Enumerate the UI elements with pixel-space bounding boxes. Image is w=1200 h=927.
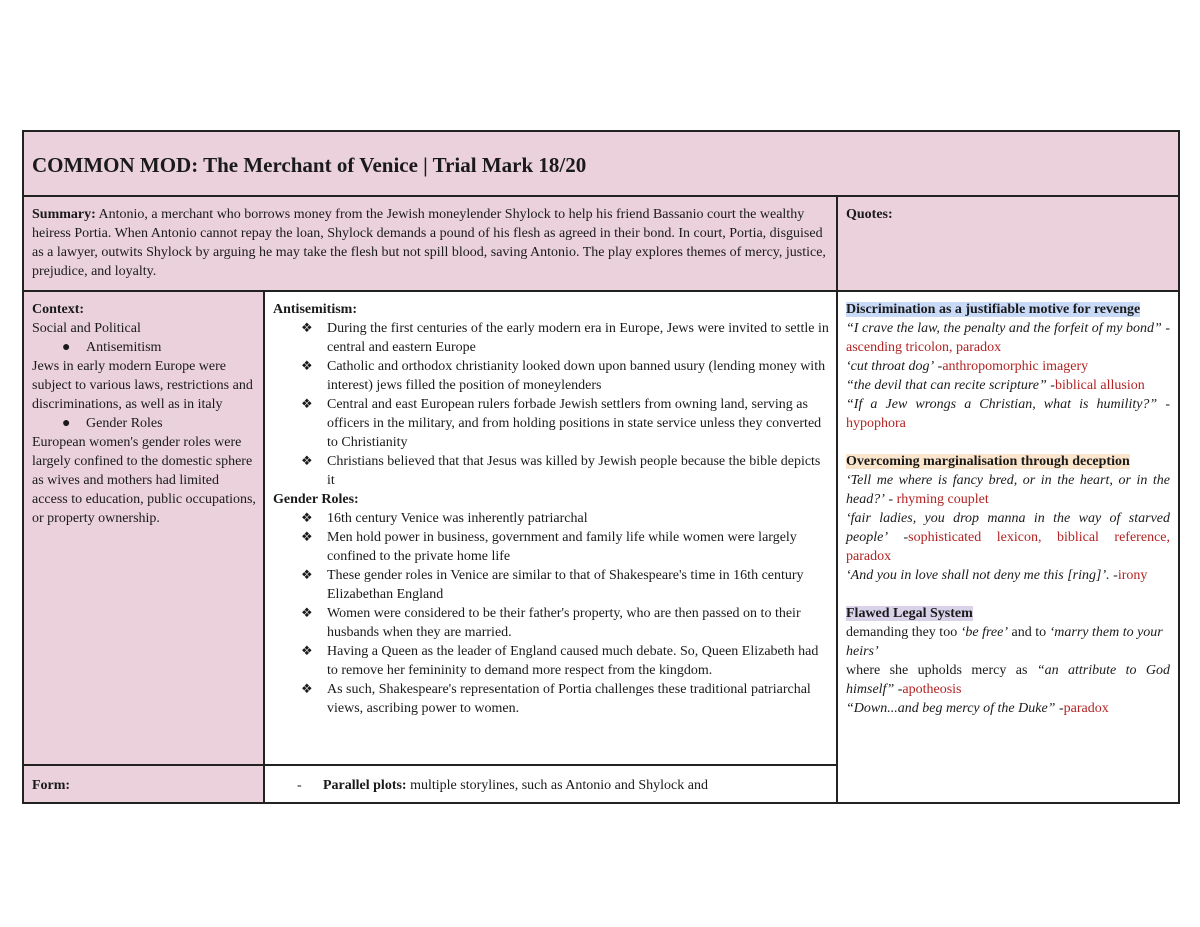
quote-text: “an attribute to God himself”	[846, 663, 1170, 697]
quote-separator: -	[1161, 321, 1170, 336]
context-item-text: European women's gender roles were largely confined to the domestic sphere as wives and mothers had limited access to education, public occupations, or property ownership.	[32, 435, 256, 526]
diamond-bullet-icon: ❖	[301, 568, 313, 583]
technique-label: sophisticated lexicon, biblical reference, paradox	[846, 530, 1170, 564]
list-item	[273, 680, 830, 718]
context-item-heading: Gender Roles	[86, 416, 163, 431]
page-title: COMMON MOD: The Merchant of Venice | Trial Mark 18/20	[32, 153, 587, 177]
list-item	[273, 566, 830, 604]
diamond-bullet-icon: ❖	[301, 321, 313, 336]
list-item	[273, 319, 830, 357]
notes-table	[22, 130, 1180, 804]
list-item	[32, 338, 257, 357]
quote-entry	[846, 319, 1170, 357]
gender-heading: Gender Roles:	[273, 492, 359, 507]
quote-entry	[846, 661, 1170, 699]
quote-text: ‘be free’	[960, 625, 1008, 640]
quote-text: ‘fair ladies, you drop manna in the way of starved people’	[846, 511, 1170, 545]
list-item	[32, 414, 257, 433]
quote-text: “If a Jew wrongs a Christian, what is humility?”	[846, 397, 1158, 412]
quote-separator: -	[934, 359, 943, 374]
quote-lead-text: demanding they too	[846, 625, 961, 640]
list-item	[273, 642, 830, 680]
form-cell	[24, 766, 263, 802]
quote-entry	[846, 509, 1170, 566]
technique-label: irony	[1117, 568, 1148, 583]
diamond-bullet-icon: ❖	[301, 530, 313, 545]
summary-text: Antonio, a merchant who borrows money from the Jewish moneylender Shylock to help his friend Bassanio court the wealthy heiress Portia. When Antonio cannot repay the loan, Shylock demands a pound of his flesh as agreed in their bond. In court, Portia, disguised as a lawyer, outwits Shylock by arguing he may take the flesh but not spill blood, saving Antonio. The play explores themes of mercy, justice, prejudice, and loyalty.	[32, 207, 826, 279]
quote-text: ‘cut throat dog’	[846, 359, 935, 374]
summary-paragraph	[32, 205, 828, 281]
technique-label: paradox	[1063, 701, 1109, 716]
context-cell	[24, 292, 263, 764]
technique-label: ascending tricolon, paradox	[846, 340, 1002, 355]
quote-entry	[846, 357, 1170, 376]
quotes-header-cell	[838, 197, 1178, 290]
quote-text: “I crave the law, the penalty and the forfeit of my bond”	[846, 321, 1162, 336]
diamond-bullet-icon: ❖	[301, 682, 313, 697]
diamond-bullet-icon: ❖	[301, 454, 313, 469]
list-item-text: Women were considered to be their father's property, who are then passed on to their husbands when they are married.	[327, 606, 801, 640]
form-text: multiple storylines, such as Antonio and Shylock and	[406, 778, 708, 793]
quote-separator: -	[894, 682, 903, 697]
spacer	[846, 585, 1170, 604]
quote-text: “Down...and beg mercy of the Duke”	[846, 701, 1056, 716]
list-item-text: These gender roles in Venice are similar to that of Shakespeare's time in 16th century Elizabethan England	[327, 568, 804, 602]
parallel-plots-cell	[265, 766, 836, 802]
quote-entry	[846, 471, 1170, 509]
quote-separator: -	[884, 492, 897, 507]
list-item-text: Central and east European rulers forbade Jewish settlers from owning land, serving as officers in the military, and from holding positions in state service unless they converted to Christianity	[327, 397, 822, 450]
quote-section-heading: Overcoming marginalisation through deception	[846, 454, 1130, 469]
title-cell	[24, 132, 1178, 195]
diamond-bullet-icon: ❖	[301, 359, 313, 374]
quotes-cell	[838, 292, 1178, 802]
technique-label: hypophora	[846, 416, 906, 431]
quote-section-heading: Discrimination as a justifiable motive for revenge	[846, 302, 1141, 317]
quote-separator: -	[1046, 378, 1055, 393]
context-label: Context:	[32, 302, 85, 317]
diamond-bullet-icon: ❖	[301, 397, 313, 412]
list-item-text: Men hold power in business, government and family life while women were largely confined to the private home life	[327, 530, 797, 564]
context-subheading: Social and Political	[32, 321, 141, 336]
list-item	[273, 395, 830, 452]
list-item-text: During the first centuries of the early modern era in Europe, Jews were invited to settle in central and eastern Europe	[327, 321, 829, 355]
bullet-icon: ●	[62, 416, 71, 431]
quote-separator: -	[1157, 397, 1170, 412]
spacer	[846, 433, 1170, 452]
context-item-text: Jews in early modern Europe were subject to various laws, restrictions and discriminations, as well as in italy	[32, 359, 253, 412]
list-item-text: Christians believed that that Jesus was killed by Jewish people because the bible depicts it	[327, 454, 821, 488]
quote-section-heading: Flawed Legal System	[846, 606, 973, 621]
quote-text: ‘marry them to your heirs’	[846, 625, 1163, 659]
list-item-text: 16th century Venice was inherently patriarchal	[327, 511, 588, 526]
diamond-bullet-icon: ❖	[301, 606, 313, 621]
list-item	[273, 604, 830, 642]
quote-entry	[846, 566, 1170, 585]
quote-separator: -	[1109, 568, 1118, 583]
diamond-bullet-icon: ❖	[301, 644, 313, 659]
quote-entry	[846, 623, 1170, 661]
summary-cell	[24, 197, 836, 290]
quote-text: “the devil that can recite scripture”	[846, 378, 1047, 393]
quote-lead-text: where she upholds mercy as	[846, 663, 1037, 678]
technique-label: anthropomorphic imagery	[942, 359, 1089, 374]
quote-text: ‘And you in love shall not deny me this [ring]’.	[846, 568, 1110, 583]
technique-label: apotheosis	[902, 682, 962, 697]
summary-label: Summary:	[32, 207, 96, 222]
quote-entry	[846, 376, 1170, 395]
quote-lead-text: and to	[1008, 625, 1050, 640]
form-label: Form:	[32, 778, 71, 793]
context-item-heading: Antisemitism	[86, 340, 162, 355]
history-notes-cell	[265, 292, 836, 764]
list-item-text: Having a Queen as the leader of England caused much debate. So, Queen Elizabeth had to remove her femininity to demand more respect from the kingdom.	[327, 644, 819, 678]
list-item-text: As such, Shakespeare's representation of Portia challenges these traditional patriarchal views, ascribing power to women.	[327, 682, 811, 716]
list-item	[273, 452, 830, 490]
quote-section	[846, 604, 1170, 718]
quotes-label: Quotes:	[846, 207, 893, 222]
quote-separator: -	[1055, 701, 1064, 716]
technique-label: rhyming couplet	[896, 492, 989, 507]
bullet-icon: ●	[62, 340, 71, 355]
diamond-bullet-icon: ❖	[301, 511, 313, 526]
quote-entry	[846, 395, 1170, 433]
quote-text: ‘Tell me where is fancy bred, or in the heart, or in the head?’	[846, 473, 1170, 507]
quote-section	[846, 452, 1170, 585]
list-item	[273, 528, 830, 566]
list-item	[273, 509, 830, 528]
quote-entry	[846, 699, 1170, 718]
antisemitism-heading: Antisemitism:	[273, 302, 357, 317]
quote-separator: -	[887, 530, 909, 545]
technique-label: biblical allusion	[1054, 378, 1145, 393]
form-term: Parallel plots:	[323, 778, 407, 793]
quote-section	[846, 300, 1170, 433]
dash-marker: -	[297, 778, 302, 793]
list-item-text: Catholic and orthodox christianity looked down upon banned usury (lending money with interest) jews filled the position of moneylenders	[327, 359, 826, 393]
list-item	[273, 357, 830, 395]
